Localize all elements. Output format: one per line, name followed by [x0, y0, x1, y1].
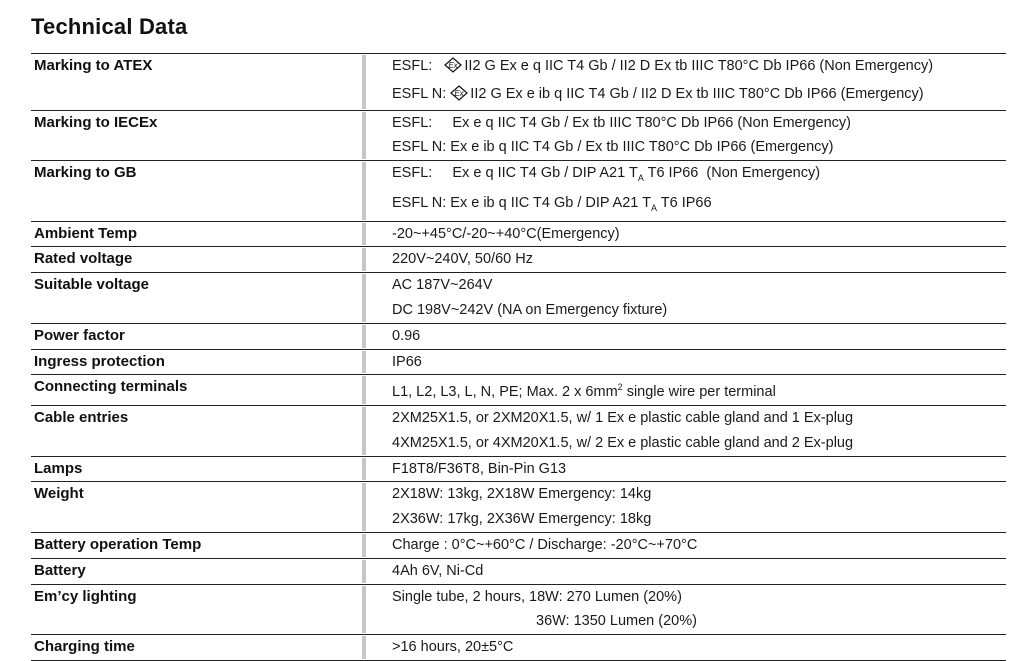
row-label: Em’cy lighting — [34, 587, 137, 605]
value-text: ESFL: Ex e q IIC T4 Gb / DIP A21 T — [392, 165, 638, 182]
value-line — [392, 191, 1006, 221]
ex-mark-icon — [444, 57, 462, 82]
value-line — [392, 482, 1006, 507]
row-label: Rated voltage — [34, 250, 133, 268]
row-label: Ingress protection — [34, 352, 165, 370]
value-line — [392, 222, 1006, 247]
row-label: Connecting terminals — [34, 378, 188, 396]
row-value — [366, 324, 1006, 349]
svg-text:Ex: Ex — [454, 88, 464, 98]
subscript: A — [637, 173, 644, 184]
table-row — [31, 54, 1006, 111]
value-line — [392, 273, 1006, 298]
table-row — [31, 161, 1006, 221]
value-text: Charge : 0°C~+60°C / Discharge: -20°C~+70°C — [392, 536, 698, 553]
table-row — [31, 533, 1006, 559]
value-text: 36W: 1350 Lumen (20%) — [536, 613, 697, 630]
value-text: 220V~240V, 50/60 Hz — [392, 251, 533, 268]
table-row — [31, 559, 1006, 585]
value-text: IP66 — [392, 353, 422, 370]
table-row — [31, 324, 1006, 350]
table-row — [31, 273, 1006, 324]
value-line — [392, 161, 1006, 191]
value-line — [392, 431, 1006, 456]
value-prefix: ESFL N: — [392, 85, 451, 102]
value-line — [392, 135, 1006, 160]
row-label: Lamps — [34, 459, 83, 477]
table-row — [31, 635, 1006, 661]
value-text: >16 hours, 20±5°C — [392, 639, 514, 656]
value-line — [392, 585, 1006, 610]
value-line — [392, 82, 1006, 110]
value-line — [392, 111, 1006, 136]
value-text: T6 IP66 (Non Emergency) — [643, 165, 821, 182]
value-text: single wire per terminal — [622, 384, 776, 401]
value-line — [392, 507, 1006, 532]
value-text: ESFL: Ex e q IIC T4 Gb / Ex tb IIIC T80°C Db IP66 (Non Emergency) — [392, 114, 851, 131]
row-value — [366, 635, 1006, 660]
value-line — [392, 406, 1006, 431]
value-text: ESFL N: Ex e ib q IIC T4 Gb / DIP A21 T — [392, 194, 651, 211]
technical-data-table — [31, 53, 1006, 661]
value-text: Single tube, 2 hours, 18W: 270 Lumen (20%) — [392, 588, 682, 605]
value-text: II2 G Ex e ib q IIC T4 Gb / II2 D Ex tb IIIC T80°C Db IP66 (Emergency) — [470, 85, 924, 102]
ex-mark-icon — [450, 85, 468, 110]
table-row — [31, 222, 1006, 248]
row-value — [366, 222, 1006, 247]
value-text: L1, L2, L3, L, N, PE; Max. 2 x 6mm — [392, 384, 618, 401]
row-label: Marking to ATEX — [34, 57, 153, 74]
value-line — [392, 375, 1006, 405]
value-line — [392, 298, 1006, 323]
value-text: 4Ah 6V, Ni-Cd — [392, 562, 484, 579]
value-text: II2 G Ex e q IIC T4 Gb / II2 D Ex tb IIIC T80°C Db IP66 (Non Emergency) — [464, 58, 934, 74]
value-text: 2XM25X1.5, or 2XM20X1.5, w/ 1 Ex e plastic cable gland and 1 Ex-plug — [392, 409, 854, 426]
row-value — [366, 406, 1006, 456]
row-label: Marking to GB — [34, 164, 137, 182]
row-value — [366, 161, 1006, 220]
row-label: Battery — [34, 561, 86, 579]
value-line — [392, 635, 1006, 660]
value-line — [392, 324, 1006, 349]
row-value — [366, 273, 1006, 323]
table-row — [31, 585, 1006, 636]
superscript: 2 — [617, 382, 623, 393]
value-text: T6 IP66 — [656, 194, 712, 211]
subscript: A — [650, 202, 657, 213]
value-line — [392, 559, 1006, 584]
table-row — [31, 375, 1006, 406]
row-label: Suitable voltage — [34, 276, 150, 294]
row-label: Weight — [34, 485, 84, 503]
value-text: -20~+45°C/-20~+40°C(Emergency) — [392, 225, 620, 242]
row-value — [366, 585, 1006, 635]
row-label: Marking to IECEx — [34, 113, 158, 131]
row-value — [366, 111, 1006, 161]
table-row — [31, 111, 1006, 162]
table-row — [31, 406, 1006, 457]
row-value — [366, 375, 1006, 405]
page-title: Technical Data — [31, 14, 188, 39]
row-label: Cable entries — [34, 408, 129, 426]
table-row — [31, 247, 1006, 273]
row-value — [366, 54, 1006, 110]
row-label: Power factor — [34, 326, 125, 344]
row-value — [366, 533, 1006, 558]
row-value — [366, 350, 1006, 375]
table-row — [31, 350, 1006, 376]
value-text: ESFL N: Ex e ib q IIC T4 Gb / Ex tb IIIC T80°C Db IP66 (Emergency) — [392, 139, 834, 156]
svg-text:Ex: Ex — [448, 61, 459, 70]
row-label: Charging time — [34, 638, 135, 656]
row-label: Battery operation Temp — [34, 535, 202, 553]
row-value — [366, 457, 1006, 482]
value-line — [392, 457, 1006, 482]
value-line — [392, 247, 1006, 272]
value-text: 2X18W: 13kg, 2X18W Emergency: 14kg — [392, 486, 652, 503]
table-row — [31, 482, 1006, 533]
value-line — [392, 533, 1006, 558]
value-line — [392, 609, 1006, 634]
value-text: 0.96 — [392, 327, 421, 344]
value-text: 4XM25X1.5, or 4XM20X1.5, w/ 2 Ex e plastic cable gland and 2 Ex-plug — [392, 434, 854, 451]
value-prefix: ESFL: — [392, 58, 445, 74]
value-text: AC 187V~264V — [392, 277, 493, 294]
row-value — [366, 559, 1006, 584]
value-line — [392, 54, 1006, 82]
value-text: DC 198V~242V (NA on Emergency fixture) — [392, 301, 668, 318]
value-text: 2X36W: 17kg, 2X36W Emergency: 18kg — [392, 511, 652, 528]
value-line — [392, 350, 1006, 375]
row-value — [366, 247, 1006, 272]
table-row — [31, 457, 1006, 483]
row-label: Ambient Temp — [34, 224, 138, 242]
row-value — [366, 482, 1006, 532]
value-text: F18T8/F36T8, Bin-Pin G13 — [392, 460, 567, 477]
